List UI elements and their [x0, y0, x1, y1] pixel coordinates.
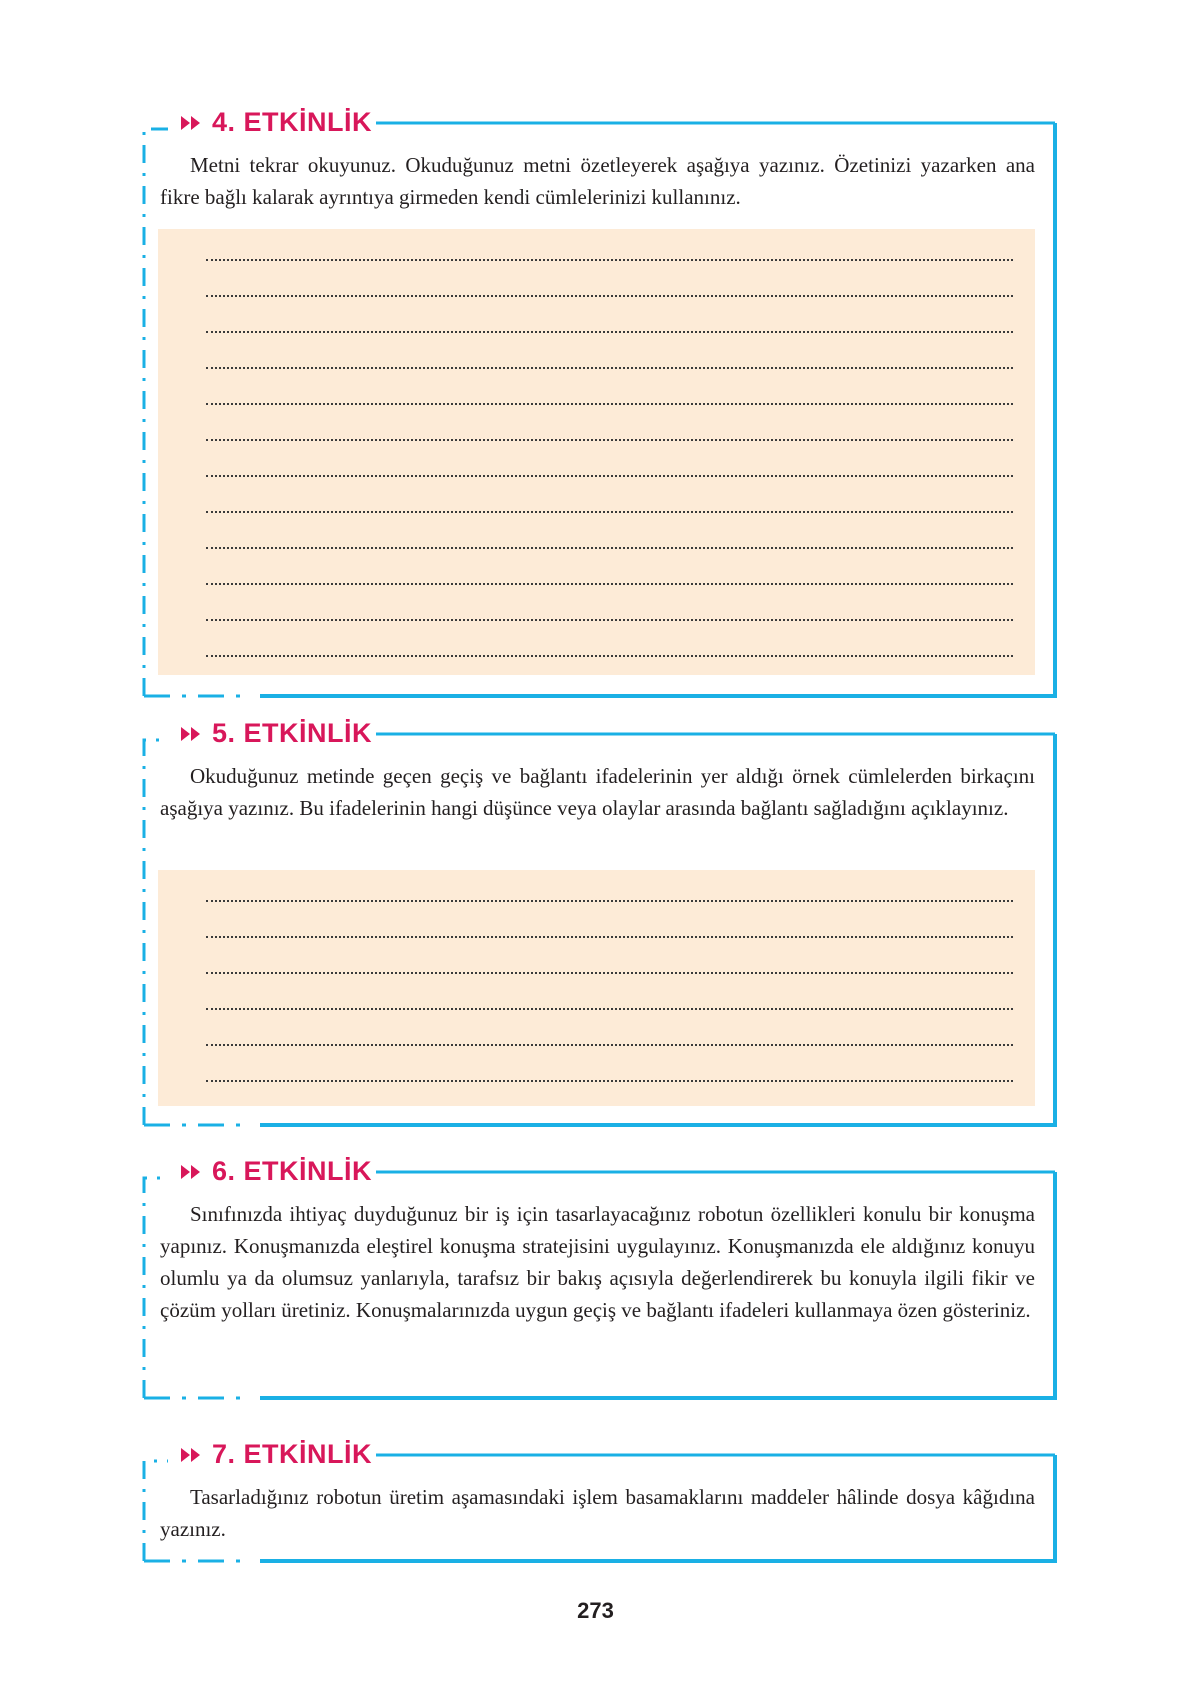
answer-area[interactable]	[158, 870, 1035, 1106]
answer-line[interactable]	[206, 936, 1013, 938]
answer-line[interactable]	[206, 403, 1013, 405]
activity-6	[140, 1156, 1055, 1398]
activity-title: 6. ETKİNLİK	[212, 1156, 373, 1186]
activity-instructions: Tasarladığınız robotun üretim aşamasındaki işlem basamaklarını maddeler hâlinde dosya kâğıdına yazınız.	[160, 1485, 1035, 1541]
answer-line[interactable]	[206, 547, 1013, 549]
activity-title: 4. ETKİNLİK	[212, 107, 373, 137]
answer-line[interactable]	[206, 511, 1013, 513]
activity-title: 7. ETKİNLİK	[212, 1439, 373, 1469]
double-arrow-right-icon	[180, 1163, 202, 1181]
page-number: 273	[577, 1598, 614, 1623]
answer-line[interactable]	[206, 1080, 1013, 1082]
activity-title: 5. ETKİNLİK	[212, 718, 373, 748]
activity-heading	[180, 1439, 376, 1470]
double-arrow-right-icon	[180, 1446, 202, 1464]
answer-line[interactable]	[206, 583, 1013, 585]
answer-area[interactable]	[158, 229, 1035, 675]
activity-heading	[180, 107, 376, 138]
activity-7	[140, 1439, 1055, 1561]
double-arrow-right-icon	[180, 725, 202, 743]
answer-line[interactable]	[206, 439, 1013, 441]
answer-line[interactable]	[206, 331, 1013, 333]
activity-instructions: Okuduğunuz metinde geçen geçiş ve bağlantı ifadelerinin yer aldığı örnek cümlelerden birkaçını aşağıya yazınız. Bu ifadelerinin hangi düşünce veya olaylar arasında bağlantı sağladığını açıklayınız.	[160, 764, 1035, 820]
answer-line[interactable]	[206, 367, 1013, 369]
activity-5	[140, 718, 1055, 1125]
answer-line[interactable]	[206, 1044, 1013, 1046]
double-arrow-right-icon	[180, 114, 202, 132]
answer-line[interactable]	[206, 259, 1013, 261]
answer-line[interactable]	[206, 1008, 1013, 1010]
activity-instructions: Sınıfınızda ihtiyaç duyduğunuz bir iş için tasarlayacağınız robotun özellikleri konulu bir konuşma yapınız. Konuşmanızda eleştirel konuşma stratejisini uygulayınız. Konuşmanızda ele aldığınız konuyu olumlu ya da olumsuz yanlarıyla, tarafsız bir bakış açısıyla değerlendirerek bu konuyla ilgili fikir ve çözüm yolları üretiniz. Konuşmalarınızda uygun geçiş ve bağlantı ifadeleri kullanmaya özen gösteriniz.	[160, 1202, 1035, 1322]
activity-4	[140, 107, 1055, 696]
answer-line[interactable]	[206, 972, 1013, 974]
answer-line[interactable]	[206, 619, 1013, 621]
activity-heading	[180, 1156, 376, 1187]
answer-line[interactable]	[206, 900, 1013, 902]
answer-line[interactable]	[206, 295, 1013, 297]
activity-instructions: Metni tekrar okuyunuz. Okuduğunuz metni özetleyerek aşağıya yazınız. Özetinizi yazarken ana fikre bağlı kalarak ayrıntıya girmeden kendi cümlelerinizi kullanınız.	[160, 153, 1035, 209]
answer-line[interactable]	[206, 655, 1013, 657]
answer-line[interactable]	[206, 475, 1013, 477]
activity-heading	[180, 718, 376, 749]
